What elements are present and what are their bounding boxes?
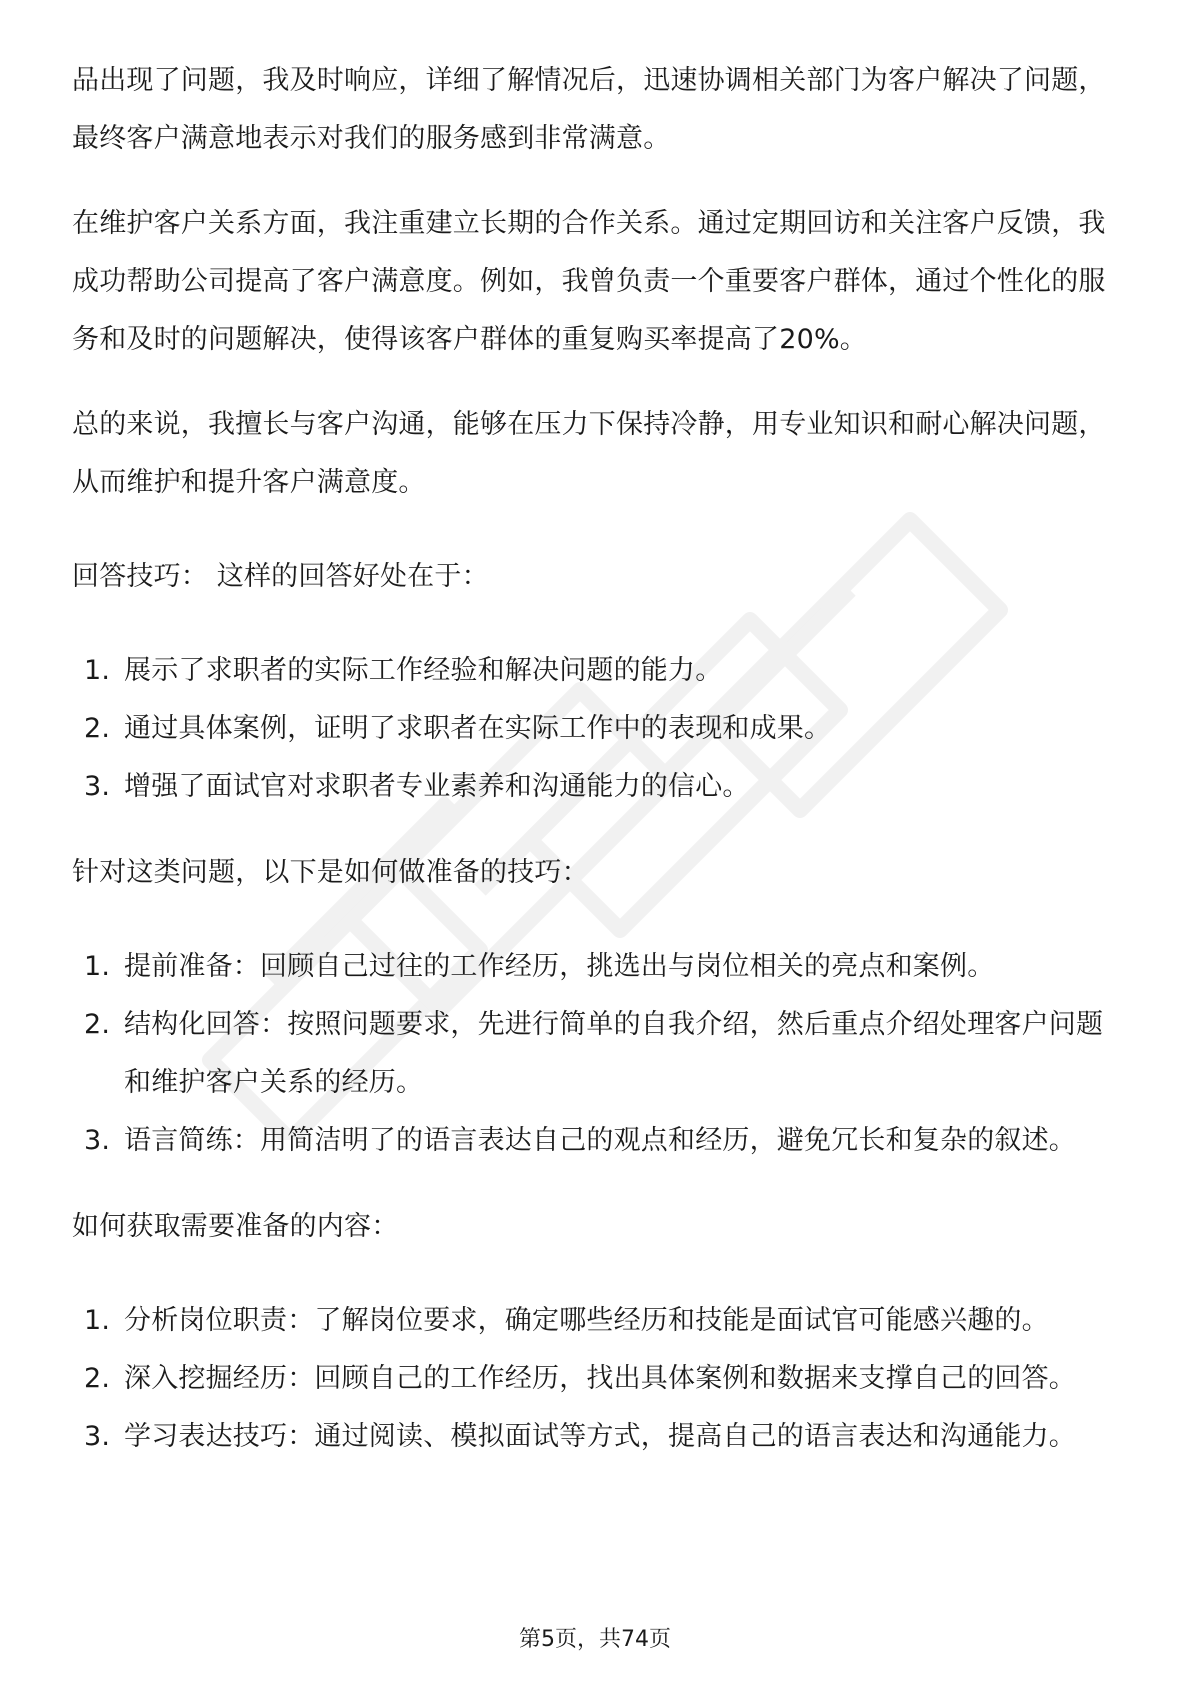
paragraph-3: 总的来说，我擅长与客户沟通，能够在压力下保持冷静，用专业知识和耐心解决问题，从而维护和提升客户满意度。: [72, 409, 1106, 498]
list-item: [72, 938, 1122, 996]
list-item: [72, 996, 1122, 1112]
section-heading-preparation-tips: 针对这类问题，以下是如何做准备的技巧：: [72, 857, 589, 888]
list-number: 2.: [84, 713, 111, 744]
paragraph-2: 在维护客户关系方面，我注重建立长期的合作关系。通过定期回访和关注客户反馈，我成功帮助公司提高了客户满意度。例如，我曾负责一个重要客户群体，通过个性化的服务和及时的问题解决，使得该客户群体的重复购买率提高了20%。: [72, 208, 1106, 355]
content-sources-list: [72, 1292, 1122, 1466]
paragraph-1: 品出现了问题，我及时响应，详细了解情况后，迅速协调相关部门为客户解决了问题，最终客户满意地表示对我们的服务感到非常满意。: [72, 65, 1106, 154]
list-number: 2.: [84, 1363, 111, 1394]
list-item-text: 展示了求职者的实际工作经验和解决问题的能力。: [124, 655, 723, 686]
list-item-text: 提前准备：回顾自己过往的工作经历，挑选出与岗位相关的亮点和案例。: [124, 951, 995, 982]
list-item: [72, 1408, 1122, 1466]
list-item-text: 增强了面试官对求职者专业素养和沟通能力的信心。: [124, 771, 750, 802]
page-number: 第5页，共74页: [519, 1627, 671, 1652]
list-item-text: 深入挖掘经历：回顾自己的工作经历，找出具体案例和数据来支撑自己的回答。: [124, 1363, 1076, 1394]
list-item: [72, 1112, 1122, 1170]
list-item-text: 学习表达技巧：通过阅读、模拟面试等方式，提高自己的语言表达和沟通能力。: [124, 1421, 1076, 1452]
list-number: 1.: [84, 1305, 111, 1336]
list-item-text: 分析岗位职责：了解岗位要求，确定哪些经历和技能是面试官可能感兴趣的。: [124, 1305, 1049, 1336]
page-footer: [0, 1622, 1190, 1653]
list-item: [72, 700, 1122, 758]
list-number: 3.: [84, 1421, 111, 1452]
section-heading-answer-tips: 回答技巧： 这样的回答好处在于：: [72, 561, 489, 592]
list-item: [72, 1292, 1122, 1350]
list-item: [72, 758, 1122, 816]
preparation-tips-list: [72, 938, 1122, 1170]
answer-tips-list: [72, 642, 1122, 816]
list-number: 3.: [84, 771, 111, 802]
section-heading-content-sources: 如何获取需要准备的内容：: [72, 1211, 399, 1242]
list-number: 3.: [84, 1125, 111, 1156]
list-item-text: 语言简练：用简洁明了的语言表达自己的观点和经历，避免冗长和复杂的叙述。: [124, 1125, 1076, 1156]
list-number: 1.: [84, 655, 111, 686]
list-number: 2.: [84, 1009, 111, 1040]
list-item: [72, 642, 1122, 700]
list-item-text: 结构化回答：按照问题要求，先进行简单的自我介绍，然后重点介绍处理客户问题和维护客户关系的经历。: [124, 1009, 1104, 1098]
list-item-text: 通过具体案例，证明了求职者在实际工作中的表现和成果。: [124, 713, 832, 744]
list-item: [72, 1350, 1122, 1408]
list-number: 1.: [84, 951, 111, 982]
document-page: [72, 52, 1122, 1494]
